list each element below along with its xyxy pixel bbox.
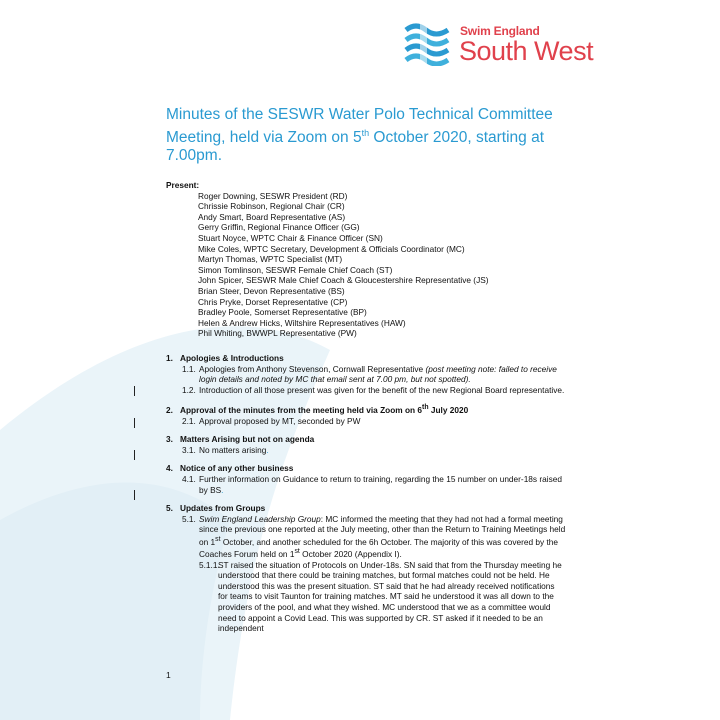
title-line-1: Minutes of the SESWR Water Polo Technical Committee	[166, 106, 553, 123]
attendee: Mike Coles, WPTC Secretary, Development & Officials Coordinator (MC)	[198, 243, 465, 254]
section-heading: 2. Approval of the minutes from the meeting held via Zoom on 6th July 2020	[166, 404, 469, 416]
section-heading: 3. Matters Arising but not on agenda	[166, 434, 315, 445]
section-heading: 1. Apologies & Introductions	[166, 352, 284, 363]
section-heading: 5. Updates from Groups	[166, 503, 266, 514]
minute-item: 4.1. Further information on Guidance to return to training, regarding the 15 number on under-18s raised by BS.	[182, 474, 562, 495]
attendee: Chris Pryke, Dorset Representative (CP)	[198, 296, 348, 307]
minutes-body	[166, 180, 566, 634]
change-bar	[134, 386, 135, 396]
title-line-3: 7.00pm.	[166, 147, 223, 165]
section-matters-arising	[166, 434, 566, 455]
logo-title: South West	[459, 36, 594, 66]
swim-england-logo	[404, 20, 604, 68]
post-meeting-note: (post meeting note: failed to receive login details and noted by MC that email sent at 7.00 pm, but not spotted).	[199, 363, 557, 385]
attendee-list	[166, 191, 566, 339]
minute-item: 1.2. Introduction of all those present was given for the benefit of the new Regional Board representative.	[182, 384, 565, 395]
attendee: John Spicer, SESWR Male Chief Coach & Gloucestershire Representative (JS)	[198, 275, 489, 286]
minute-item: 1.1. Apologies from Anthony Stevenson, Cornwall Representative (post meeting note: failed to receive login details and noted by MC that email sent at 7.00 pm, but not spotted).	[182, 363, 557, 385]
attendee: Phil Whiting, BWWPL Representative (PW)	[198, 328, 357, 339]
attendee: Andy Smart, Board Representative (AS)	[198, 211, 346, 222]
minute-subitem: 5.1.1. ST raised the situation of Protocols on Under-18s. SN said that from the Thursday meeting he understood that there could be training matches, but formal matches could not be held. He understood this was the present situation. ST said that he had already received notifications for teams to visit Taunton for training matches. MT said he understood it was all down to the providers of the pool, and what they wished. MC understood that we as a committee would need to appoint a Covid Lead. This was supported by CR. ST asked if it needed to be an independent	[199, 559, 562, 634]
minute-item: 2.1. Approval proposed by MT, seconded by PW	[182, 415, 361, 426]
change-bar	[134, 418, 135, 428]
section-updates	[166, 503, 566, 634]
attendee: Helen & Andrew Hicks, Wiltshire Representatives (HAW)	[198, 317, 406, 328]
section-heading: 4. Notice of any other business	[166, 463, 294, 474]
attendee: Stuart Noyce, WPTC Chair & Finance Officer (SN)	[198, 232, 383, 243]
section-approval	[166, 403, 566, 426]
change-bar	[134, 490, 135, 500]
attendee: Bradley Poole, Somerset Representative (BP)	[198, 307, 367, 318]
present-heading: Present:	[166, 180, 200, 190]
attendee: Martyn Thomas, WPTC Specialist (MT)	[198, 254, 343, 265]
title-line-2: Meeting, held via Zoom on 5th October 2020, starting at	[166, 128, 545, 147]
swim-wave-icon	[404, 20, 450, 66]
section-other-business	[166, 463, 566, 495]
logo-subtitle: Swim England	[460, 24, 540, 38]
minute-item: 5.1. Swim England Leadership Group: MC informed the meeting that they had not had a formal meeting since the previous one reported at the July meeting, other than the Return to Training Meetings held on 1st October, and another scheduled for the 6h October. The majority of this was covered by the Coaches Forum held on 1st October 2020 (Appendix I).	[182, 513, 566, 560]
attendee: Chrissie Robinson, Regional Chair (CR)	[198, 201, 345, 212]
minute-item: 3.1. No matters arising.	[182, 444, 269, 455]
change-bar	[134, 450, 135, 460]
attendee: Gerry Griffin, Regional Finance Officer (GG)	[198, 222, 360, 233]
attendee: Simon Tomlinson, SESWR Female Chief Coach (ST)	[198, 264, 393, 275]
section-apologies	[166, 353, 566, 395]
attendee: Brian Steer, Devon Representative (BS)	[198, 285, 345, 296]
document-title	[166, 106, 596, 165]
attendee: Roger Downing, SESWR President (RD)	[198, 190, 348, 201]
page-number: 1	[166, 670, 171, 680]
